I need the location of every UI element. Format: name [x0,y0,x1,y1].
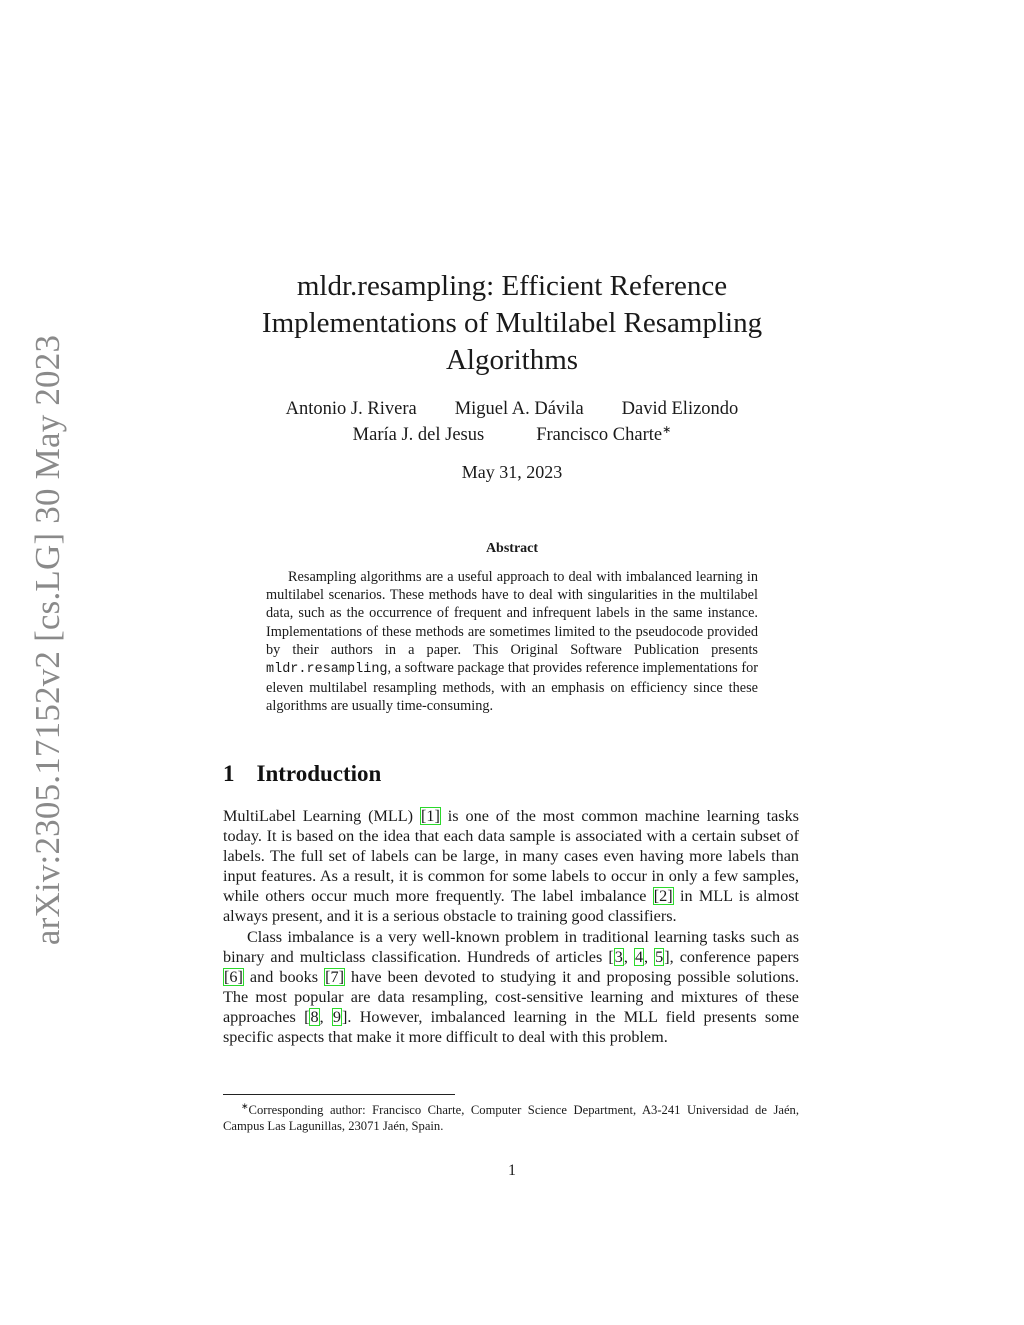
package-name-code: mldr.resampling [266,662,388,678]
citation-link-3[interactable]: 3 [614,947,623,966]
paper-title [212,268,812,379]
corresponding-author-mark[interactable]: ∗ [662,424,672,436]
section-title: Introduction [256,761,382,786]
citation-link-1[interactable]: [1] [420,807,440,825]
abstract-heading: Abstract [485,541,539,556]
author-del-jesus: María J. del Jesus [352,425,485,446]
introduction-body [223,806,799,1047]
paragraph-2: Class imbalance is a very well-known problem in traditional learning tasks such as binary and multiclass classification. Hundreds of articles [3, 4, 5], conference papers [6] and books [7] have been devoted to studying it and proposing possible solutions. The most popular are data resampling, cost-sensitive learning and mixtures of these approaches [8, 9]. However, imbalanced learning in the MLL field presents some specific aspects that make it more difficult to deal with this problem. [223,927,800,1047]
footnote-corresponding-author: ∗Corresponding author: Francisco Charte, Computer Science Department, A3-241 Universidad de Jaén, Campus Las Lagunillas, 23071 Jaén, Spain. [223,1101,799,1134]
publication-date: May 31, 2023 [461,462,563,482]
citation-link-2[interactable]: [2] [653,887,673,906]
section-heading-introduction [223,761,381,787]
footnote-divider [223,1094,455,1095]
author-charte: Francisco Charte∗ [536,424,672,446]
authors-row-2 [212,423,812,446]
abstract-text: Resampling algorithms are a useful approach to deal with imbalanced learning in multilabel scenarios. These methods have to deal with singularities in the multilabel data, such as the occurrence of frequent and infrequent labels in the same instance. Implementations of these methods are sometimes limited to the pseudocode provided by their authors in a paper. This Original Software Publication presents mldr.resampling, a software package that provides reference implementations for eleven multilabel resampling methods, with an emphasis on efficiency since these algorithms are usually time-consuming. [266,569,758,715]
citation-link-8[interactable]: 8 [310,1007,319,1026]
citation-link-5[interactable]: 5 [655,947,664,966]
citation-link-9[interactable]: 9 [332,1007,341,1026]
arxiv-identifier-stamp[interactable]: arXiv:2305.17152v2 [cs.LG] 30 May 2023 [28,334,67,946]
paragraph-1: MultiLabel Learning (MLL) [1] is one of the most common machine learning tasks today. It is based on the idea that each data sample is associated with a certain subset of labels. The full set of labels can be large, in many cases even having more labels than input features. As a result, it is common for some labels to occur in only a few samples, while others occur much more frequently. The label imbalance [2] in MLL is almost always present, and it is a serious obstacle to training good classifiers. [223,807,799,926]
title-line-1: mldr.resampling: Efficient Reference [296,270,728,302]
citation-link-4[interactable]: 4 [634,947,644,966]
author-rivera: Antonio J. Rivera [285,399,417,419]
footnote-mark: ∗ [241,1101,249,1111]
page-number: 1 [508,1162,516,1179]
author-davila: Miguel A. Dávila [454,399,584,419]
author-elizondo: David Elizondo [621,399,739,419]
section-number: 1 [223,761,235,786]
title-line-3: Algorithms [445,344,579,376]
title-line-2: Implementations of Multilabel Resampling [261,307,763,339]
citation-link-6[interactable]: [6] [224,967,243,986]
authors-row-1 [212,399,812,420]
citation-link-7[interactable]: [7] [325,967,344,986]
